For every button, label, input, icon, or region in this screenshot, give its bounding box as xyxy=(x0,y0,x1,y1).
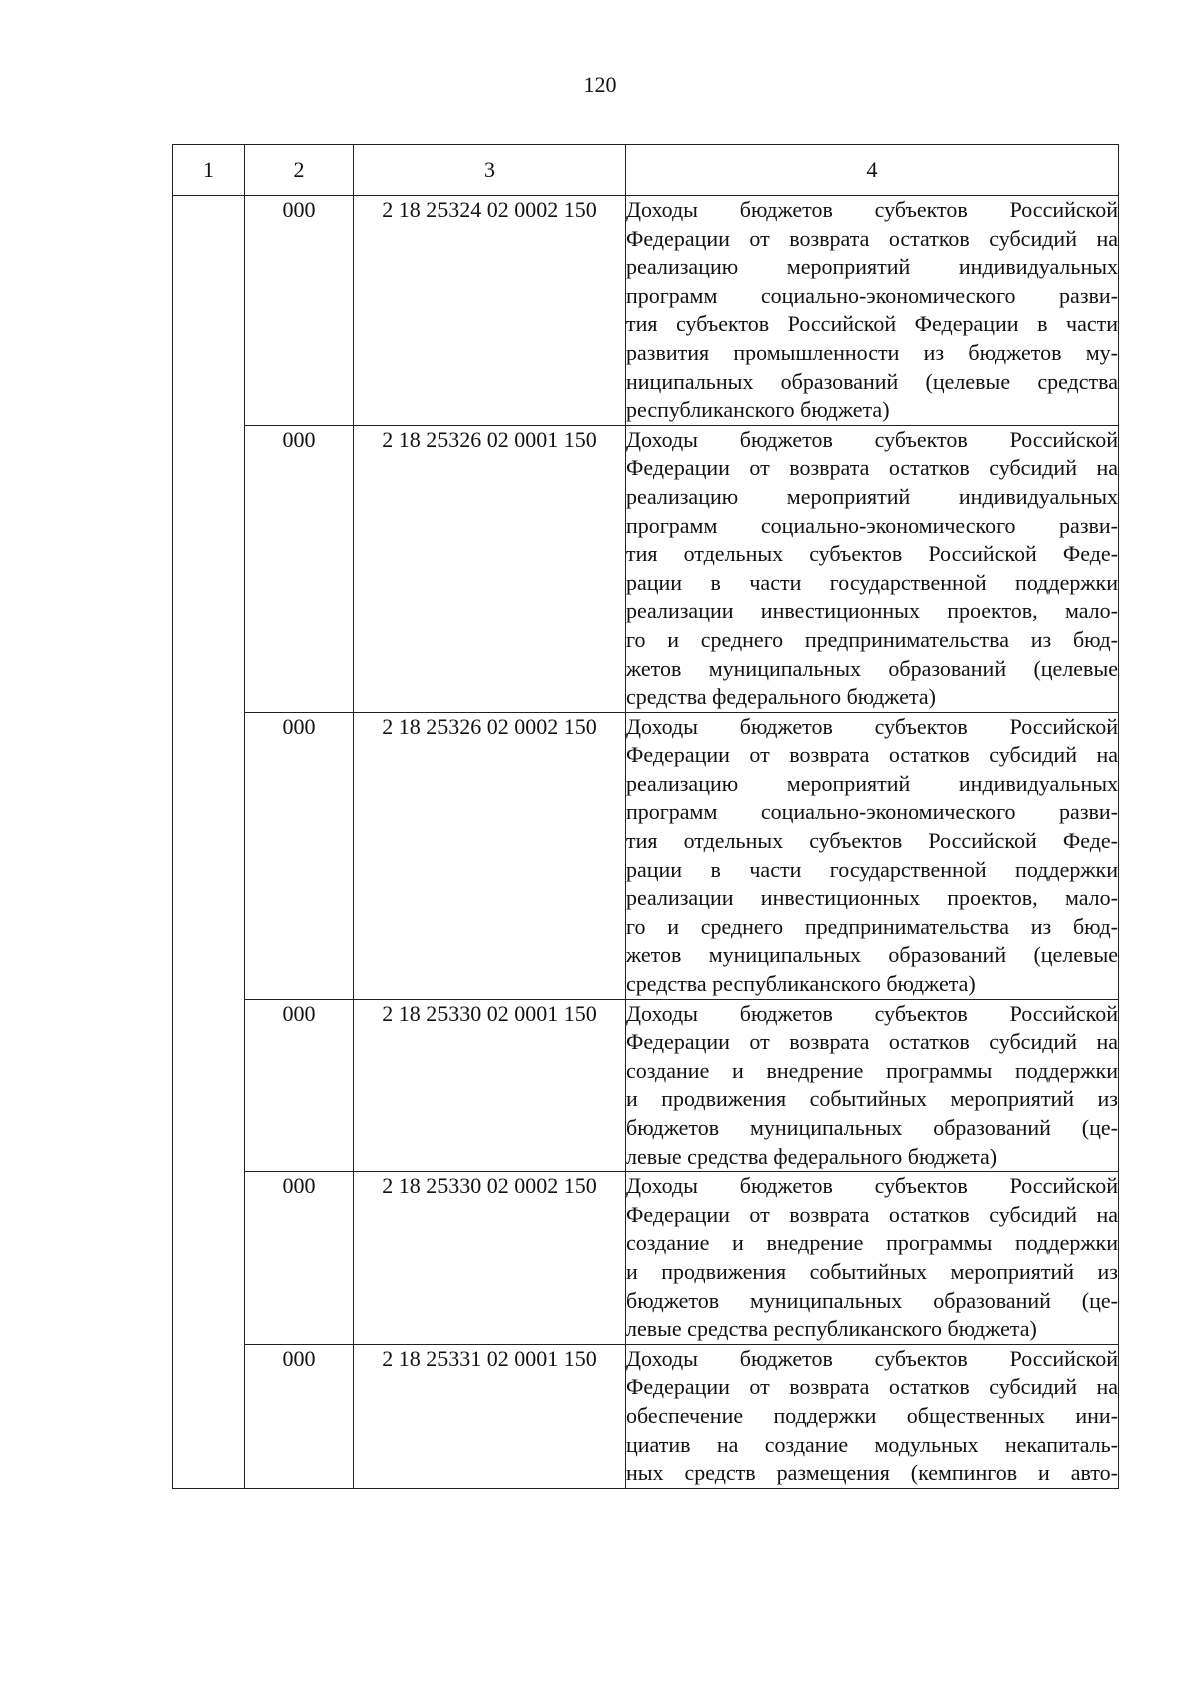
description-line: программ социально-экономического разви- xyxy=(626,799,1118,825)
table-row xyxy=(173,196,1119,426)
description-line: и продвижения событийных мероприятий из xyxy=(626,1258,1118,1284)
cell-description xyxy=(626,1172,1119,1345)
description-line: развития промышленности из бюджетов му- xyxy=(626,339,1118,365)
cell-budget-code: 2 18 25331 02 0001 150 xyxy=(354,1344,626,1488)
description-line: циатив на создание модульных некапиталь- xyxy=(626,1431,1118,1457)
description-line: реализации инвестиционных проектов, мало- xyxy=(626,885,1118,911)
cell-description xyxy=(626,425,1119,712)
header-col-4: 4 xyxy=(626,145,1119,196)
description-line: Федерации от возврата остатков субсидий на xyxy=(626,742,1118,768)
table-row xyxy=(173,1344,1119,1488)
table-header-row xyxy=(173,145,1119,196)
description-line: республиканского бюджета) xyxy=(626,397,890,423)
description-line: го и среднего предпринимательства из бюд- xyxy=(626,913,1118,939)
description-line: Федерации от возврата остатков субсидий на xyxy=(626,225,1118,251)
description-line: Федерации от возврата остатков субсидий на xyxy=(626,1374,1118,1400)
cell-budget-code: 2 18 25330 02 0001 150 xyxy=(354,999,626,1172)
description-line: Доходы бюджетов субъектов Российской xyxy=(626,1000,1118,1026)
cell-admin-code: 000 xyxy=(245,999,354,1172)
cell-budget-code: 2 18 25326 02 0002 150 xyxy=(354,712,626,999)
cell-budget-code: 2 18 25326 02 0001 150 xyxy=(354,425,626,712)
description-line: и продвижения событийных мероприятий из xyxy=(626,1086,1118,1112)
description-line: жетов муниципальных образований (целевые xyxy=(626,655,1118,681)
description-line: Доходы бюджетов субъектов Российской xyxy=(626,1173,1118,1199)
header-col-1: 1 xyxy=(173,145,245,196)
header-col-2: 2 xyxy=(245,145,354,196)
cell-description xyxy=(626,1344,1119,1488)
cell-col-1-empty xyxy=(173,196,245,1489)
description-line: Доходы бюджетов субъектов Российской xyxy=(626,197,1118,222)
description-line: программ социально-экономического разви- xyxy=(626,282,1118,308)
cell-admin-code: 000 xyxy=(245,1172,354,1345)
description-line: левые средства республиканского бюджета) xyxy=(626,1316,1037,1342)
description-line: тия отдельных субъектов Российской Феде- xyxy=(626,828,1118,854)
page-number: 120 xyxy=(583,72,617,97)
cell-admin-code: 000 xyxy=(245,712,354,999)
description-line: Доходы бюджетов субъектов Российской xyxy=(626,426,1118,452)
description-line: ных средств размещения (кемпингов и авто- xyxy=(626,1460,1118,1486)
description-line: тия субъектов Российской Федерации в части xyxy=(626,311,1118,337)
cell-description xyxy=(626,999,1119,1172)
cell-description xyxy=(626,196,1119,426)
table-body xyxy=(173,196,1119,1489)
header-col-3: 3 xyxy=(354,145,626,196)
description-line: Доходы бюджетов субъектов Российской xyxy=(626,713,1118,739)
description-line: го и среднего предпринимательства из бюд- xyxy=(626,626,1118,652)
table-row xyxy=(173,425,1119,712)
description-line: ниципальных образований (целевые средства xyxy=(626,368,1118,394)
description-line: создание и внедрение программы поддержки xyxy=(626,1057,1118,1083)
cell-budget-code: 2 18 25324 02 0002 150 xyxy=(354,196,626,426)
description-line: средства республиканского бюджета) xyxy=(626,971,976,997)
budget-revenue-table xyxy=(172,144,1119,1489)
description-line: реализацию мероприятий индивидуальных xyxy=(626,483,1118,509)
description-line: тия отдельных субъектов Российской Феде- xyxy=(626,541,1118,567)
description-line: программ социально-экономического разви- xyxy=(626,512,1118,538)
description-line: левые средства федерального бюджета) xyxy=(626,1143,998,1169)
table-row xyxy=(173,1172,1119,1345)
cell-description xyxy=(626,712,1119,999)
description-line: реализацию мероприятий индивидуальных xyxy=(626,770,1118,796)
description-line: рации в части государственной поддержки xyxy=(626,856,1118,882)
cell-budget-code: 2 18 25330 02 0002 150 xyxy=(354,1172,626,1345)
description-line: реализацию мероприятий индивидуальных xyxy=(626,254,1118,280)
description-line: создание и внедрение программы поддержки xyxy=(626,1230,1118,1256)
description-line: Федерации от возврата остатков субсидий на xyxy=(626,1029,1118,1055)
cell-admin-code: 000 xyxy=(245,1344,354,1488)
cell-admin-code: 000 xyxy=(245,425,354,712)
description-line: бюджетов муниципальных образований (це- xyxy=(626,1287,1118,1313)
cell-admin-code: 000 xyxy=(245,196,354,426)
description-line: рации в части государственной поддержки xyxy=(626,569,1118,595)
description-line: средства федерального бюджета) xyxy=(626,684,936,710)
description-line: жетов муниципальных образований (целевые xyxy=(626,942,1118,968)
description-line: обеспечение поддержки общественных ини- xyxy=(626,1402,1118,1428)
description-line: Доходы бюджетов субъектов Российской xyxy=(626,1345,1118,1371)
description-line: реализации инвестиционных проектов, мало- xyxy=(626,598,1118,624)
description-line: бюджетов муниципальных образований (це- xyxy=(626,1115,1118,1140)
description-line: Федерации от возврата остатков субсидий на xyxy=(626,455,1118,481)
table-row xyxy=(173,712,1119,999)
table-row xyxy=(173,999,1119,1172)
description-line: Федерации от возврата остатков субсидий на xyxy=(626,1201,1118,1227)
